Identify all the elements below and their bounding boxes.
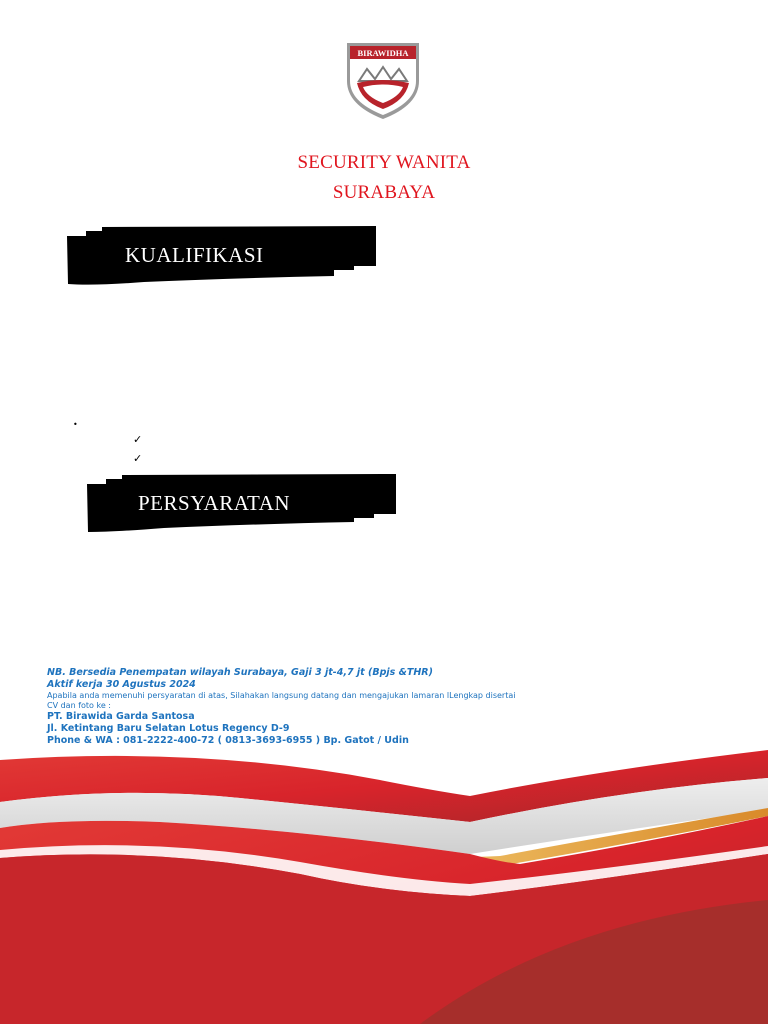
logo-text: BIRAWIDHA — [357, 48, 409, 58]
instruction-text-2: CV dan foto ke : — [47, 700, 111, 710]
company-logo — [333, 37, 433, 121]
page-subtitle: SURABAYA — [332, 182, 436, 203]
qualification-banner — [64, 224, 378, 288]
contact-info — [47, 667, 517, 746]
page-title: SECURITY WANITA — [297, 152, 471, 173]
instruction-text: Apabila anda memenuhi persyaratan di atas, Silahakan langsung datang dan mengajukan lamaran lLengkap disertai — [47, 690, 516, 700]
checkmark-icon: ✓ — [133, 433, 143, 446]
company-name: PT. Birawida Garda Santosa — [47, 710, 195, 722]
note-salary: NB. Bersedia Penempatan wilayah Surabaya, Gaji 3 jt-4,7 jt (Bpjs &THR) — [47, 667, 433, 678]
shield-logo-icon — [333, 37, 433, 121]
company-address: Jl. Ketintang Baru Selatan Lotus Regency D-9 — [47, 722, 290, 734]
note-active-date: Aktif kerja 30 Agustus 2024 — [47, 678, 196, 690]
bullet-marker: • — [73, 420, 78, 429]
qualification-label: KUALIFIKASI — [125, 243, 264, 267]
requirements-banner — [84, 472, 398, 536]
contact-phone: Phone & WA : 081-2222-400-72 ( 0813-3693-6955 ) Bp. Gatot / Udin — [47, 734, 409, 746]
checkmark-icon: ✓ — [133, 452, 143, 465]
footer-wave-decoration — [0, 750, 768, 1024]
requirements-label: PERSYARATAN — [138, 491, 291, 515]
